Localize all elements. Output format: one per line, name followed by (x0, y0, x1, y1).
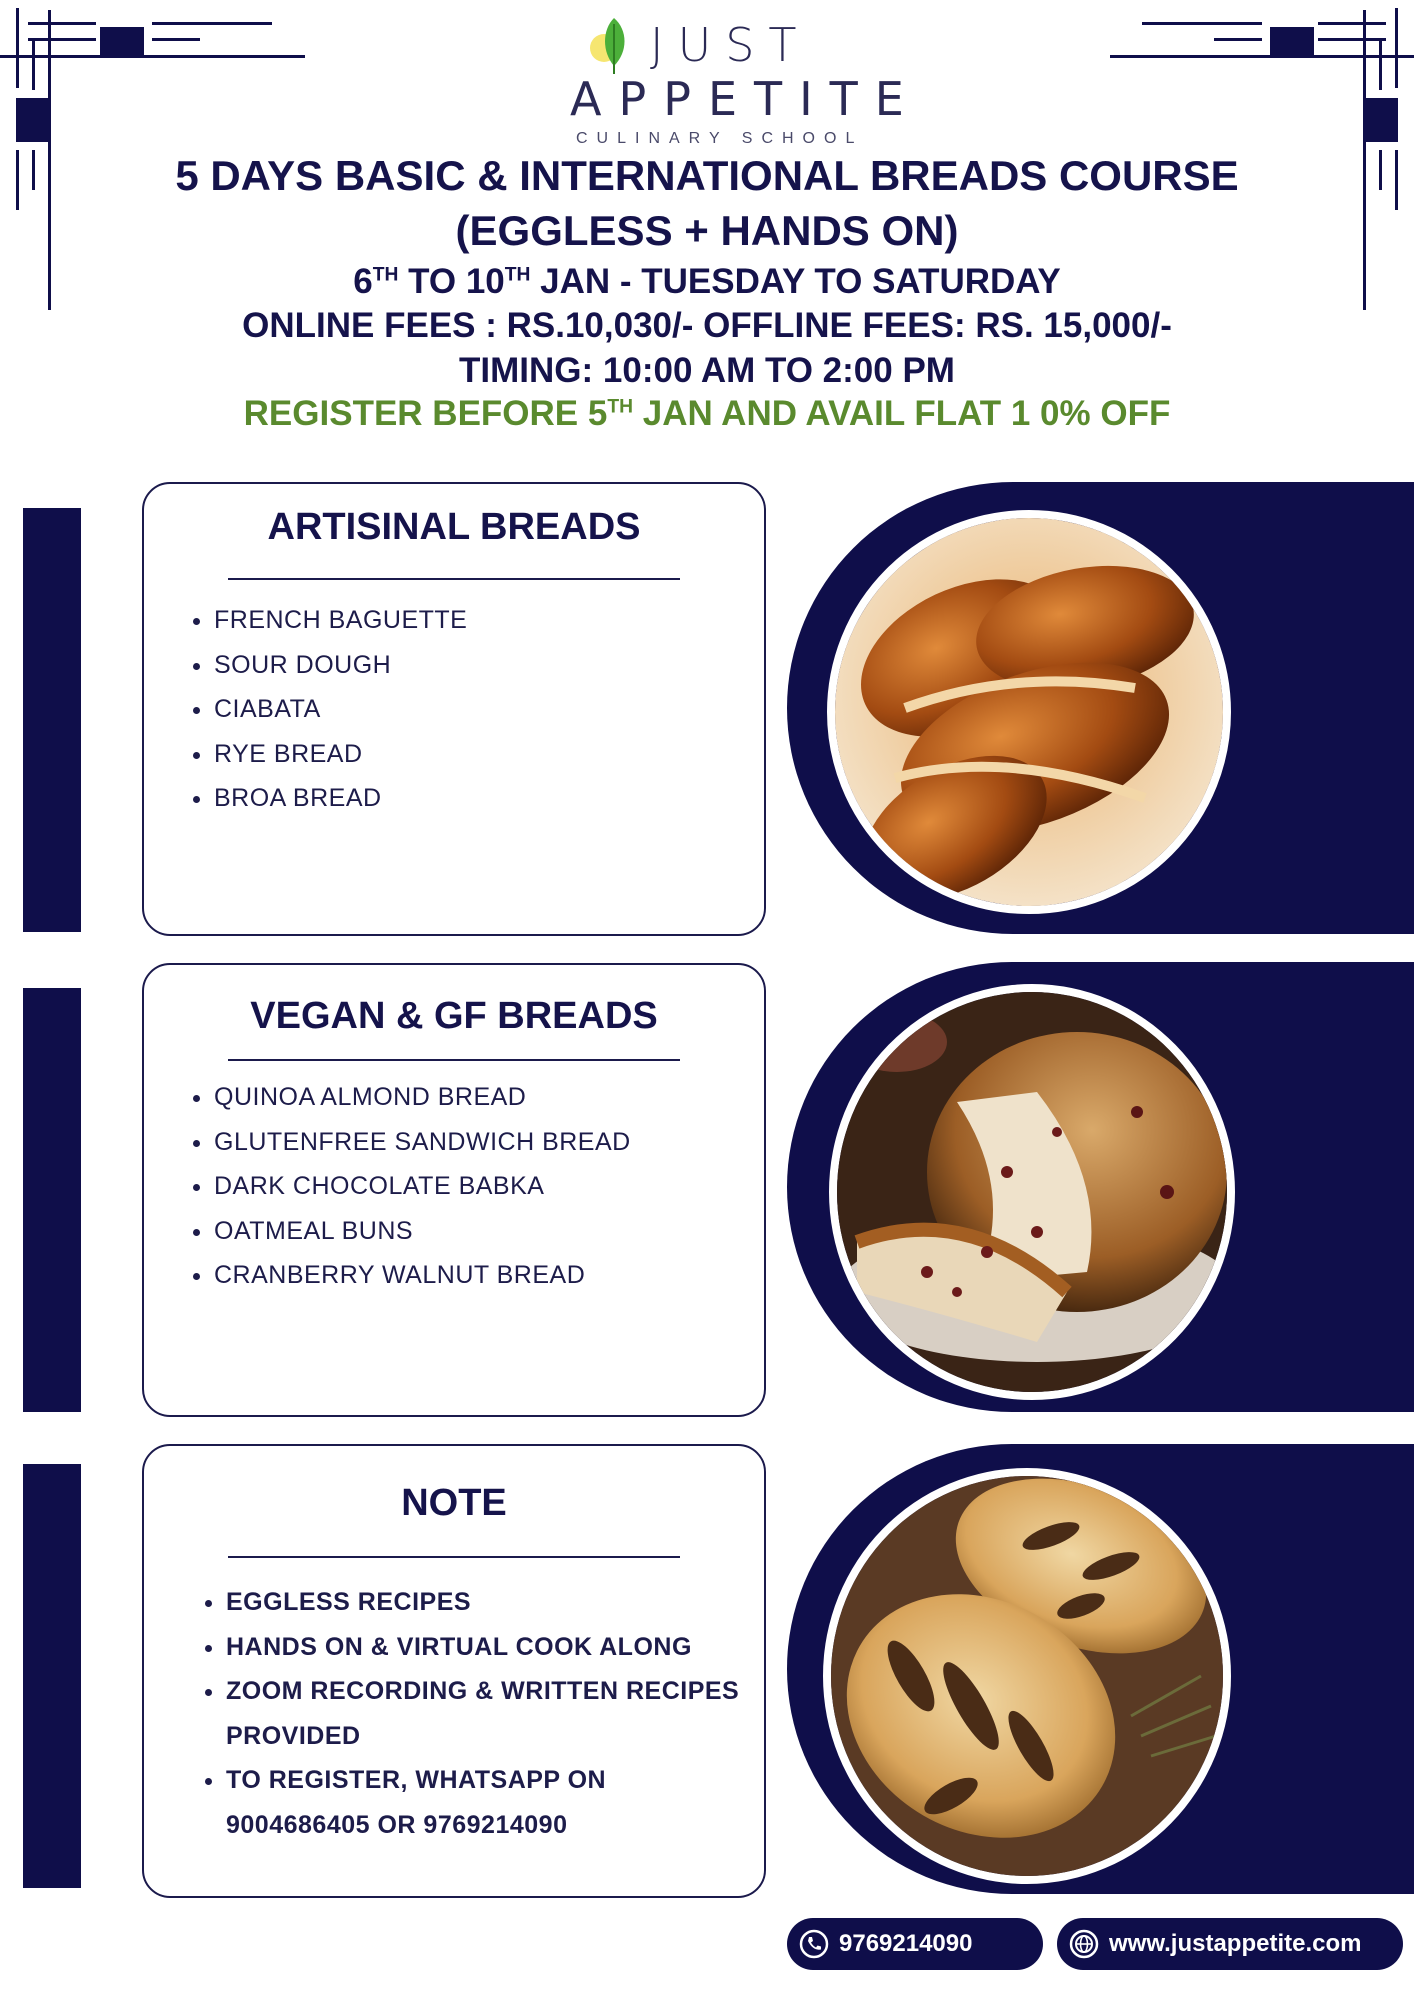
cranberry-walnut-bread-photo (829, 984, 1235, 1400)
website-url: www.justappetite.com (1109, 1930, 1362, 1957)
photo-panel-1 (787, 482, 1414, 934)
side-bar-2 (23, 988, 81, 1412)
section-card-note (142, 1444, 766, 1898)
list-item: • DARK CHOCOLATE BABKA (214, 1164, 631, 1209)
list-item: • GLUTENFREE SANDWICH BREAD (214, 1120, 631, 1165)
list-item: • TO REGISTER, WHATSAPP ON 9004686405 OR 9769214090 (226, 1758, 746, 1847)
fougasse-bread-photo (823, 1468, 1231, 1884)
list-item: • CRANBERRY WALNUT BREAD (214, 1253, 631, 1298)
brand-line-3: CULINARY SCHOOL (576, 130, 864, 147)
course-dates: 6TH TO 10TH JAN - TUESDAY TO SATURDAY (353, 262, 1061, 301)
course-fees: ONLINE FEES : RS.10,030/- OFFLINE FEES: RS. 15,000/- (242, 306, 1172, 345)
phone-number: 9769214090 (839, 1930, 973, 1957)
section-title: NOTE (401, 1482, 507, 1524)
braided-bread-photo (827, 510, 1231, 914)
section-title: ARTISINAL BREADS (267, 506, 641, 548)
course-timing: TIMING: 10:00 AM TO 2:00 PM (459, 351, 955, 390)
globe-icon (1069, 1929, 1099, 1959)
course-title: 5 DAYS BASIC & INTERNATIONAL BREADS COURSE (175, 152, 1239, 199)
note-list (194, 1580, 746, 1847)
brand-logo (560, 12, 921, 152)
list-item: • QUINOA ALMOND BREAD (214, 1075, 631, 1120)
bread-list (182, 1075, 631, 1298)
brand-line-1: JUST (650, 18, 811, 72)
section-card-artisinal (142, 482, 766, 936)
brand-line-2: APPETITE (570, 72, 921, 126)
list-item: • ZOOM RECORDING & WRITTEN RECIPES PROVIDED (226, 1669, 746, 1758)
section-card-vegan-gf (142, 963, 766, 1417)
section-divider (228, 578, 680, 580)
list-item: • SOUR DOUGH (214, 643, 467, 688)
bread-list (182, 598, 467, 821)
list-item: • FRENCH BAGUETTE (214, 598, 467, 643)
list-item: • RYE BREAD (214, 732, 467, 777)
photo-panel-2 (787, 962, 1414, 1412)
early-bird-offer: REGISTER BEFORE 5TH JAN AND AVAIL FLAT 1 0% OFF (243, 394, 1171, 433)
list-item: • BROA BREAD (214, 776, 467, 821)
list-item: • OATMEAL BUNS (214, 1209, 631, 1254)
section-title: VEGAN & GF BREADS (250, 995, 658, 1037)
section-divider (228, 1059, 680, 1061)
phone-pill[interactable] (787, 1918, 1043, 1970)
photo-panel-3 (787, 1444, 1414, 1894)
side-bar-3 (23, 1464, 81, 1888)
course-subtitle: (EGGLESS + HANDS ON) (455, 207, 959, 254)
list-item: • EGGLESS RECIPES (226, 1580, 746, 1625)
list-item: • HANDS ON & VIRTUAL COOK ALONG (226, 1625, 746, 1670)
side-bar-1 (23, 508, 81, 932)
section-divider (228, 1556, 680, 1558)
leaf-icon (588, 14, 638, 76)
website-pill[interactable] (1057, 1918, 1403, 1970)
list-item: • CIABATA (214, 687, 467, 732)
phone-icon (799, 1929, 829, 1959)
